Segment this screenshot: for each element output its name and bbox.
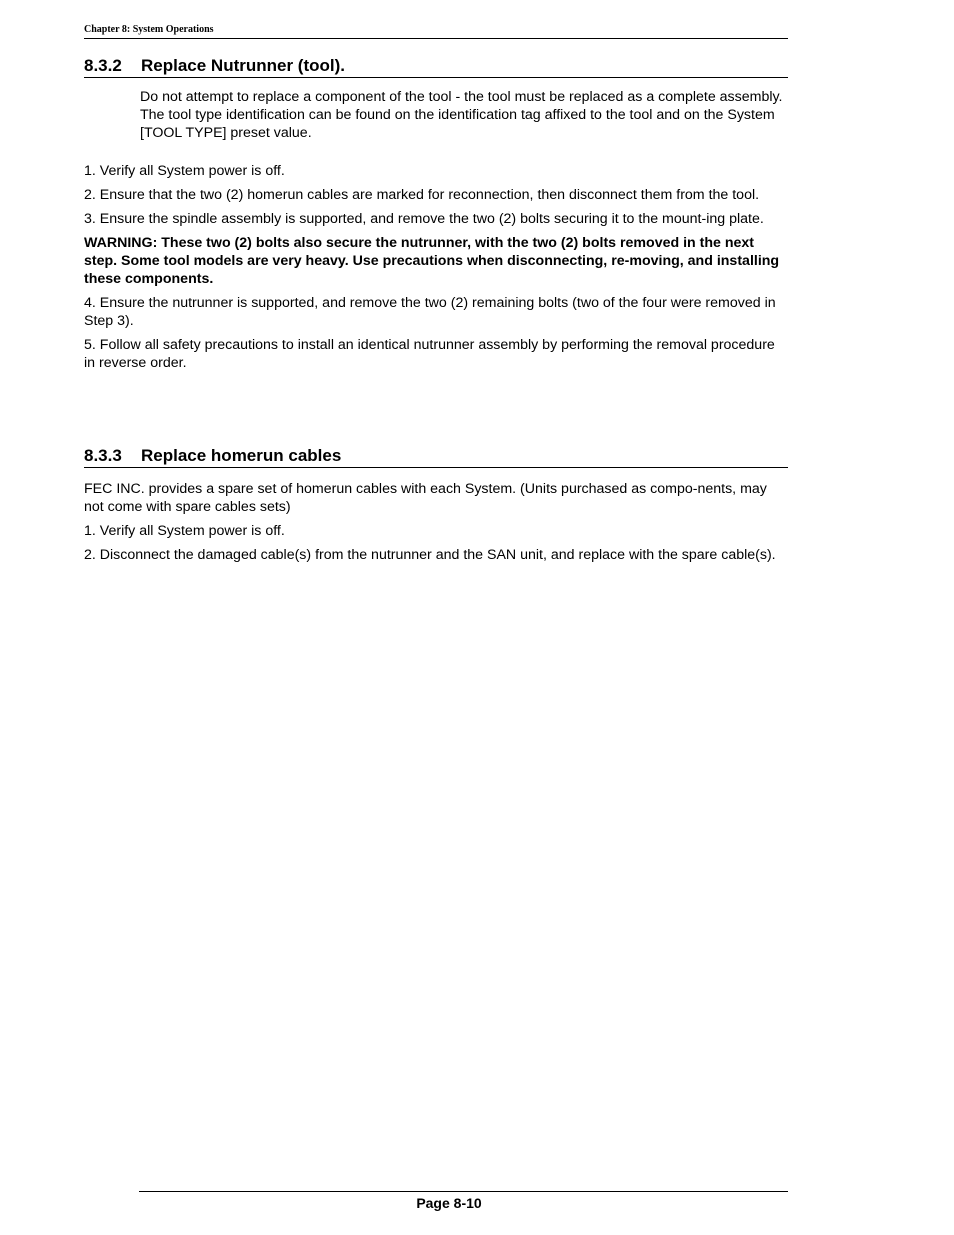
warning-note: WARNING: These two (2) bolts also secure the nutrunner, with the two (2) bolts removed in the next step. Some tool models are very heavy. Use precautions when disconnecting, re-moving, and installing these components. <box>84 235 780 287</box>
section-8-3-3 <box>84 446 788 570</box>
step-1: 1. Verify all System power is off. <box>84 163 285 179</box>
section-heading <box>84 446 788 468</box>
running-head: Chapter 8: System Operations <box>84 24 788 39</box>
section-title: Replace homerun cables <box>141 446 342 465</box>
page-number: Page 8-10 <box>416 1195 482 1211</box>
section-intro: FEC INC. provides a spare set of homerun cables with each System. (Units purchased as compo-nents, may not come with spare cables sets) <box>84 481 767 515</box>
section-title: Replace Nutrunner (tool). <box>141 56 346 75</box>
section-intro: Do not attempt to replace a component of the tool - the tool must be replaced as a complete assembly. The tool type identification can be found on the identification tag affixed to the tool and on the System [TOOL TYPE] preset value. <box>140 89 783 141</box>
step-3: 3. Ensure the spindle assembly is supported, and remove the two (2) bolts securing it to the mount-ing plate. <box>84 211 764 227</box>
section-heading <box>84 56 788 78</box>
step-4: 4. Ensure the nutrunner is supported, and remove the two (2) remaining bolts (two of the four were removed in Step 3). <box>84 295 776 329</box>
section-number: 8.3.3 <box>84 446 122 465</box>
section-8-3-2 <box>84 56 788 378</box>
step-1: 1. Verify all System power is off. <box>84 523 285 539</box>
section-number: 8.3.2 <box>84 56 122 75</box>
step-2: 2. Ensure that the two (2) homerun cables are marked for reconnection, then disconnect them from the tool. <box>84 187 760 203</box>
step-5: 5. Follow all safety precautions to install an identical nutrunner assembly by performing the removal procedure in reverse order. <box>84 337 775 371</box>
footer-rule <box>139 1191 788 1192</box>
step-2: 2. Disconnect the damaged cable(s) from the nutrunner and the SAN unit, and replace with the spare cable(s). <box>84 547 776 563</box>
